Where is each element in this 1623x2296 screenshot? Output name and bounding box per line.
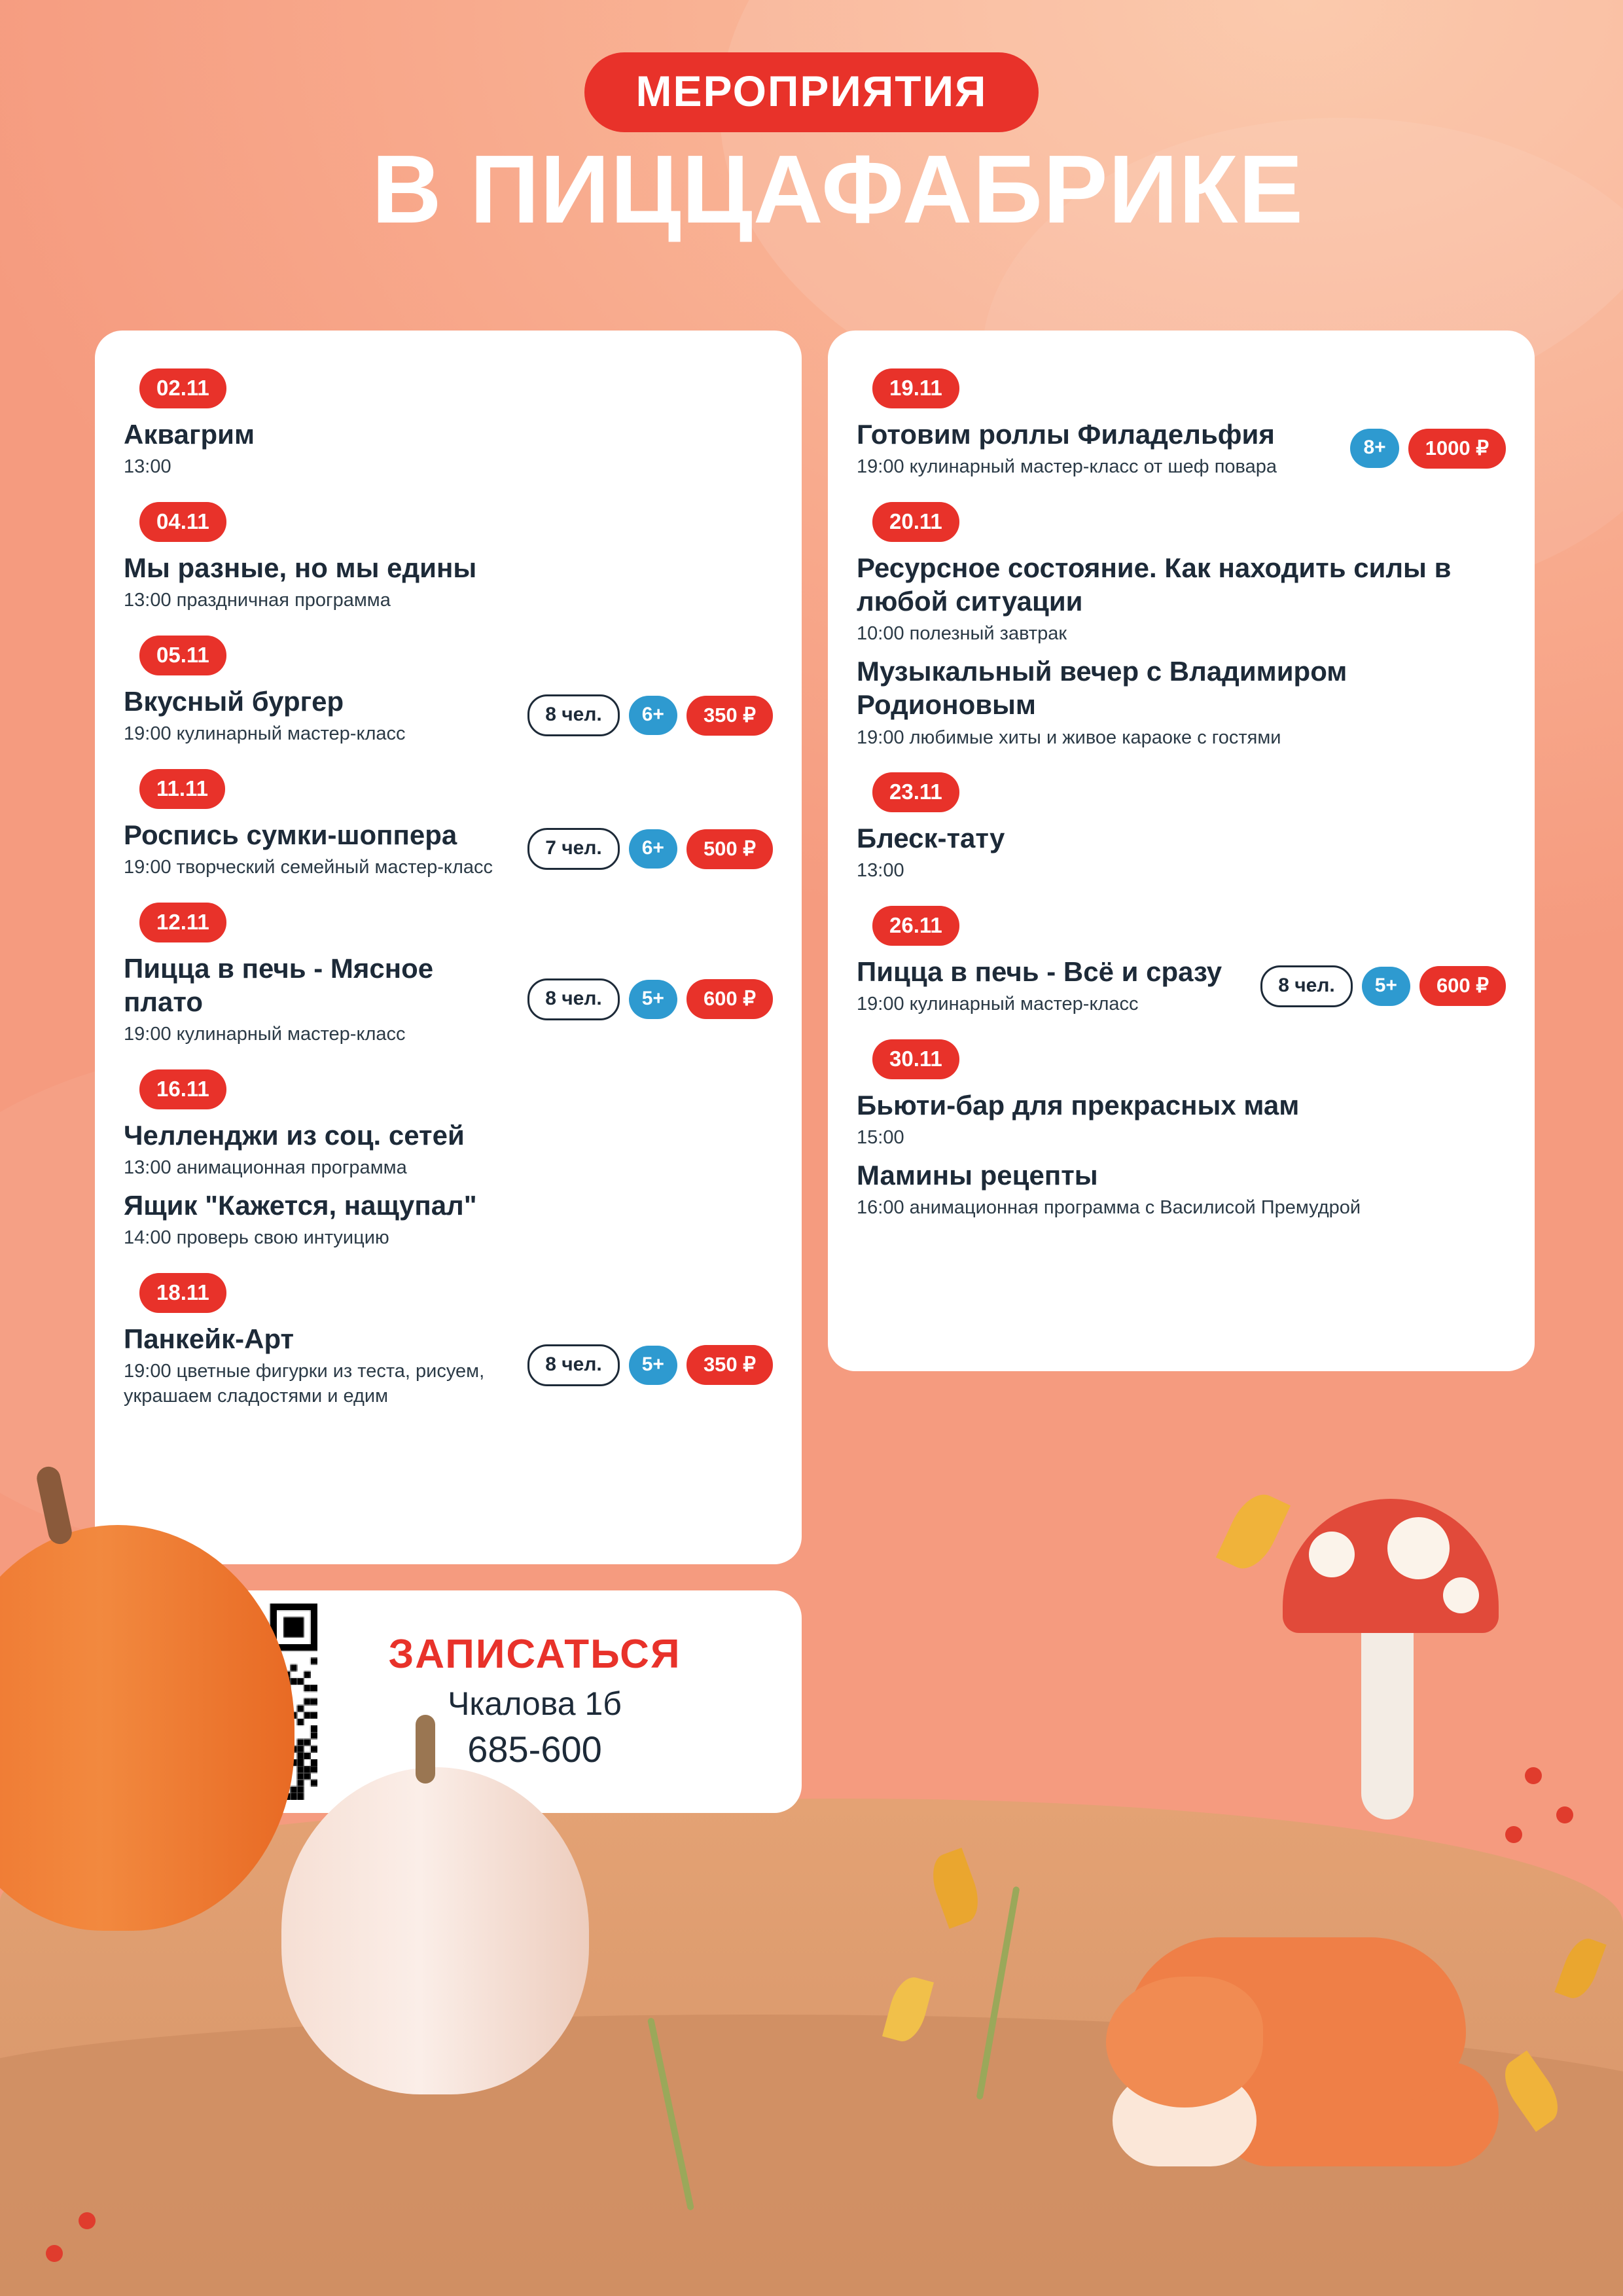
event-date-badge: 19.11 xyxy=(872,368,959,408)
event-tag-price: 500 ₽ xyxy=(687,829,773,869)
event-item xyxy=(124,488,773,613)
berry-illustration xyxy=(46,2245,63,2262)
event-row xyxy=(124,551,773,613)
event-subtitle: 19:00 цветные фигурки из теста, рисуем, украшаем сладостями и едим xyxy=(124,1360,485,1407)
event-title: Мы разные, но мы едины xyxy=(124,552,477,583)
pumpkin-white-illustration xyxy=(281,1767,589,2094)
event-title: Музыкальный вечер с Владимиром Родионовым xyxy=(857,656,1347,721)
header-badge: МЕРОПРИЯТИЯ xyxy=(584,52,1038,132)
event-tags xyxy=(1344,429,1506,469)
event-text xyxy=(124,685,509,747)
event-subtitle: 15:00 xyxy=(857,1127,904,1149)
signup-text xyxy=(333,1632,776,1770)
mushroom-dot-icon xyxy=(1443,1577,1479,1613)
event-subtitle: 14:00 проверь свою интуицию xyxy=(124,1227,389,1248)
event-text xyxy=(857,1088,1506,1151)
event-subtitle: 13:00 праздничная программа xyxy=(124,590,391,611)
event-row xyxy=(124,418,773,480)
mushroom-dot-icon xyxy=(1387,1517,1450,1579)
event-text xyxy=(124,952,509,1047)
event-date-badge: 23.11 xyxy=(872,772,959,812)
event-title: Роспись сумки-шоппера xyxy=(124,819,457,850)
event-text xyxy=(124,551,773,613)
event-item xyxy=(124,1055,773,1181)
event-item xyxy=(857,1025,1506,1151)
event-tag-age: 5+ xyxy=(629,980,677,1019)
event-tag-people: 7 чел. xyxy=(527,828,620,870)
event-title: Пицца в печь - Всё и сразу xyxy=(857,956,1222,988)
event-tag-age: 8+ xyxy=(1350,429,1399,468)
event-tag-people: 8 чел. xyxy=(527,694,620,736)
event-text xyxy=(124,418,773,480)
event-tag-people: 8 чел. xyxy=(527,1344,620,1386)
mushroom-stem-illustration xyxy=(1361,1617,1414,1820)
event-text xyxy=(857,655,1506,750)
event-row xyxy=(857,1088,1506,1151)
event-title: Вкусный бургер xyxy=(124,685,344,717)
poster-header xyxy=(0,52,1623,243)
event-row xyxy=(857,418,1506,480)
event-text xyxy=(124,1189,773,1251)
event-title: Панкейк-Арт xyxy=(124,1323,294,1354)
event-text xyxy=(124,1322,509,1409)
events-card-left xyxy=(95,331,802,1564)
event-subtitle: 13:00 анимационная программа xyxy=(124,1157,407,1179)
event-title: Готовим роллы Филадельфия xyxy=(857,419,1275,450)
event-tags xyxy=(521,1344,773,1386)
event-date-badge: 30.11 xyxy=(872,1039,959,1079)
event-date-badge: 18.11 xyxy=(139,1273,226,1313)
event-text xyxy=(857,551,1506,647)
events-card-right xyxy=(828,331,1535,1371)
event-title: Мамины рецепты xyxy=(857,1160,1098,1191)
event-row xyxy=(857,821,1506,884)
berry-illustration xyxy=(1525,1767,1542,1784)
event-tag-age: 6+ xyxy=(629,829,677,869)
event-row xyxy=(124,1119,773,1181)
event-date-badge: 04.11 xyxy=(139,502,226,542)
event-tag-price: 350 ₽ xyxy=(687,696,773,736)
event-text xyxy=(857,1158,1506,1221)
event-item xyxy=(857,655,1506,750)
fox-head-illustration xyxy=(1106,1977,1263,2108)
event-title: Бьюти-бар для прекрасных мам xyxy=(857,1090,1300,1121)
event-item xyxy=(124,1259,773,1409)
event-date-badge: 20.11 xyxy=(872,502,959,542)
event-row xyxy=(857,551,1506,647)
signup-title: ЗАПИСАТЬСЯ xyxy=(388,1632,681,1677)
event-title: Пицца в печь - Мясное плато xyxy=(124,952,434,1017)
event-title: Ресурсное состояние. Как находить силы в любой ситуации xyxy=(857,552,1452,617)
event-text xyxy=(124,818,509,880)
event-title: Ящик "Кажется, нащупал" xyxy=(124,1189,477,1221)
event-subtitle: 10:00 полезный завтрак xyxy=(857,623,1067,645)
event-item xyxy=(124,621,773,747)
event-subtitle: 13:00 xyxy=(124,456,171,478)
event-row xyxy=(857,955,1506,1017)
event-item xyxy=(857,758,1506,884)
event-subtitle: 16:00 анимационная программа с Василисой Премудрой xyxy=(857,1197,1361,1219)
event-tags xyxy=(521,978,773,1020)
event-text xyxy=(857,955,1242,1017)
event-row xyxy=(857,1158,1506,1221)
event-title: Челленджи из соц. сетей xyxy=(124,1119,465,1151)
event-title: Аквагрим xyxy=(124,419,255,450)
event-subtitle: 13:00 xyxy=(857,860,904,882)
event-tag-price: 1000 ₽ xyxy=(1408,429,1506,469)
berry-illustration xyxy=(79,2212,96,2229)
event-item xyxy=(857,354,1506,480)
event-item xyxy=(857,488,1506,647)
event-tag-price: 600 ₽ xyxy=(687,979,773,1019)
event-text xyxy=(857,821,1506,884)
event-tags xyxy=(1254,965,1506,1007)
event-row xyxy=(857,655,1506,750)
event-date-badge: 05.11 xyxy=(139,636,226,675)
signup-phone[interactable]: 685-600 xyxy=(467,1728,602,1770)
event-row xyxy=(124,818,773,880)
event-tag-people: 8 чел. xyxy=(1260,965,1353,1007)
event-date-badge: 12.11 xyxy=(139,903,226,942)
berry-illustration xyxy=(1556,1806,1573,1823)
event-item xyxy=(124,888,773,1047)
event-date-badge: 26.11 xyxy=(872,906,959,946)
event-row xyxy=(124,1189,773,1251)
event-row xyxy=(124,1322,773,1409)
event-subtitle: 19:00 кулинарный мастер-класс xyxy=(857,994,1139,1015)
event-row xyxy=(124,685,773,747)
event-subtitle: 19:00 кулинарный мастер-класс xyxy=(124,723,406,745)
event-subtitle: 19:00 кулинарный мастер-класс от шеф повара xyxy=(857,456,1277,478)
event-tags xyxy=(521,694,773,736)
event-date-badge: 11.11 xyxy=(139,769,225,809)
event-subtitle: 19:00 любимые хиты и живое караоке с гостями xyxy=(857,726,1281,748)
event-tags xyxy=(521,828,773,870)
event-item xyxy=(124,755,773,880)
berry-illustration xyxy=(1505,1826,1522,1843)
event-date-badge: 02.11 xyxy=(139,368,226,408)
event-tag-price: 350 ₽ xyxy=(687,1345,773,1385)
event-row xyxy=(124,952,773,1047)
event-item xyxy=(124,1189,773,1251)
mushroom-dot-icon xyxy=(1309,1532,1355,1577)
event-text xyxy=(857,418,1332,480)
event-tag-age: 5+ xyxy=(629,1346,677,1385)
event-subtitle: 19:00 кулинарный мастер-класс xyxy=(124,1024,406,1045)
event-item xyxy=(857,891,1506,1017)
event-tag-people: 8 чел. xyxy=(527,978,620,1020)
event-subtitle: 19:00 творческий семейный мастер-класс xyxy=(124,857,493,878)
event-item xyxy=(124,354,773,480)
event-date-badge: 16.11 xyxy=(139,1069,226,1109)
event-tag-price: 600 ₽ xyxy=(1419,966,1506,1006)
event-tag-age: 6+ xyxy=(629,696,677,735)
page-title: В ПИЦЦАФАБРИКЕ xyxy=(371,135,1304,243)
signup-address: Чкалова 1б xyxy=(448,1685,622,1722)
event-title: Блеск-тату xyxy=(857,823,1005,854)
events-columns xyxy=(95,331,1535,1564)
event-tag-age: 5+ xyxy=(1362,967,1410,1006)
event-text xyxy=(124,1119,773,1181)
event-item xyxy=(857,1158,1506,1221)
